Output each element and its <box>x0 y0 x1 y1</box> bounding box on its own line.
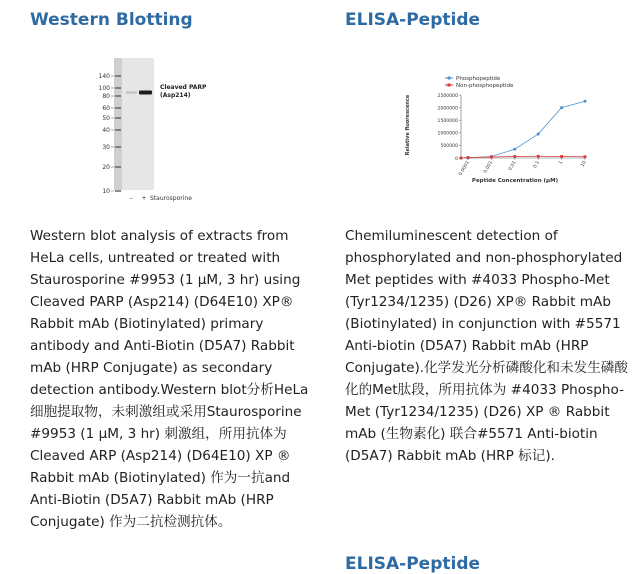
point-phospho <box>537 133 540 136</box>
ladder-band <box>115 146 121 148</box>
x-tick-label: 1 <box>558 160 565 166</box>
ladder-label: 50 <box>102 115 110 122</box>
band-treated <box>139 91 152 95</box>
elisa-caption: Chemiluminescent detection of phosphorylated and non-phosphorylated Met peptides with #4033 Phospho-Met (Tyr1234/1235) (D26) XP® Rabbit mAb (Biotinylated) in conjunction with #5571 Anti-biotin (D5A7) Rabbit mAb (HRP Conjugate).化学发光分析磷酸化和未发生磷酸化的Met肽段，所用抗体为 #4033 Phospho-Met (Tyr1234/1235) (D26) XP ® Rabbit mAb (生物素化) 联合#5571 Anti-biotin (D5A7) Rabbit mAb (HRP 标记). <box>345 228 628 464</box>
western-heading: Western Blotting <box>30 10 193 30</box>
band-label-2: (Asp214) <box>160 92 191 99</box>
gel-ladder-lane <box>114 58 122 190</box>
ladder-label: 20 <box>102 164 110 171</box>
point-nonphospho <box>513 155 516 158</box>
western-caption: Western blot analysis of extracts from HeLa cells, untreated or treated with Staurosporine #9953 (1 μM, 3 hr) using Cleaved PARP (Asp214) (D64E10) XP® Rabbit mAb (Biotinylated) primary antibody and Anti-Biotin (D5A7) Rabbit mAb (HRP Conjugate) as secondary detection antibody.Western blot分析HeLa细胞提取物，未刺激组或采用Staurosporine #9953 (1 μM, 3 hr) 刺激组，所用抗体为 Cleaved ARP (Asp214) (D64E10) XP ® Rabbit mAb (Biotinylated) 作为一抗and Anti-Biotin (D5A7) Rabbit mAb (HRP Conjugate) 作为二抗检测抗体。 <box>30 228 309 530</box>
y-tick-label: 2500000 <box>437 93 458 99</box>
y-tick-label: 1000000 <box>437 131 458 137</box>
point-nonphospho <box>584 155 587 158</box>
band-label-1: Cleaved PARP <box>160 84 207 91</box>
elisa-chart <box>403 70 593 185</box>
point-nonphospho <box>490 156 493 159</box>
point-phospho <box>584 100 587 103</box>
treatment-label: Staurosporine <box>150 195 192 202</box>
ladder-label: 30 <box>102 144 110 151</box>
ladder-band <box>115 107 121 109</box>
ladder-label: 100 <box>98 85 110 92</box>
point-phospho <box>560 106 563 109</box>
legend-nonphospho: Non-phosphopeptide <box>456 83 514 89</box>
x-tick-label: 0.1 <box>532 160 541 170</box>
x-tick-label: 0.01 <box>508 160 518 172</box>
y-tick-label: 500000 <box>440 144 458 150</box>
x-axis-label: Peptide Concentration (μM) <box>471 178 559 184</box>
point-nonphospho <box>537 155 540 158</box>
x-tick-label: 0.0001 <box>458 160 471 177</box>
ladder-band <box>115 75 121 77</box>
next-section-heading: ELISA-Peptide <box>345 554 481 574</box>
ladder-band <box>115 129 121 131</box>
ladder-label: 10 <box>102 188 110 195</box>
lane-minus: – <box>129 195 133 202</box>
ladder-label: 80 <box>102 93 110 100</box>
point-nonphospho <box>560 155 563 158</box>
ladder-band <box>115 190 121 192</box>
band-untreated <box>126 92 137 94</box>
y-tick-label: 0 <box>455 156 458 162</box>
ladder-band <box>115 117 121 119</box>
ladder-band <box>115 87 121 89</box>
ladder-band <box>115 95 121 97</box>
western-blot-figure <box>98 48 268 208</box>
y-axis-label: Relative fluorescence <box>405 94 411 156</box>
point-phospho <box>513 148 516 151</box>
point-nonphospho <box>460 157 463 160</box>
chart-legend <box>445 76 514 89</box>
legend-phospho: Phosphopeptide <box>456 76 501 82</box>
y-tick-label: 2000000 <box>437 106 458 112</box>
lane-plus: + <box>141 195 147 202</box>
point-nonphospho <box>467 156 470 159</box>
ladder-label: 140 <box>98 73 110 80</box>
ladder-label: 60 <box>102 105 110 112</box>
x-tick-label: 10 <box>580 160 588 169</box>
x-tick-label: 0.001 <box>483 160 495 175</box>
y-tick-label: 1500000 <box>437 119 458 124</box>
ladder-band <box>115 166 121 168</box>
series-line-phospho <box>461 101 585 158</box>
ladder-label: 40 <box>102 127 110 134</box>
elisa-heading: ELISA-Peptide <box>345 10 481 30</box>
